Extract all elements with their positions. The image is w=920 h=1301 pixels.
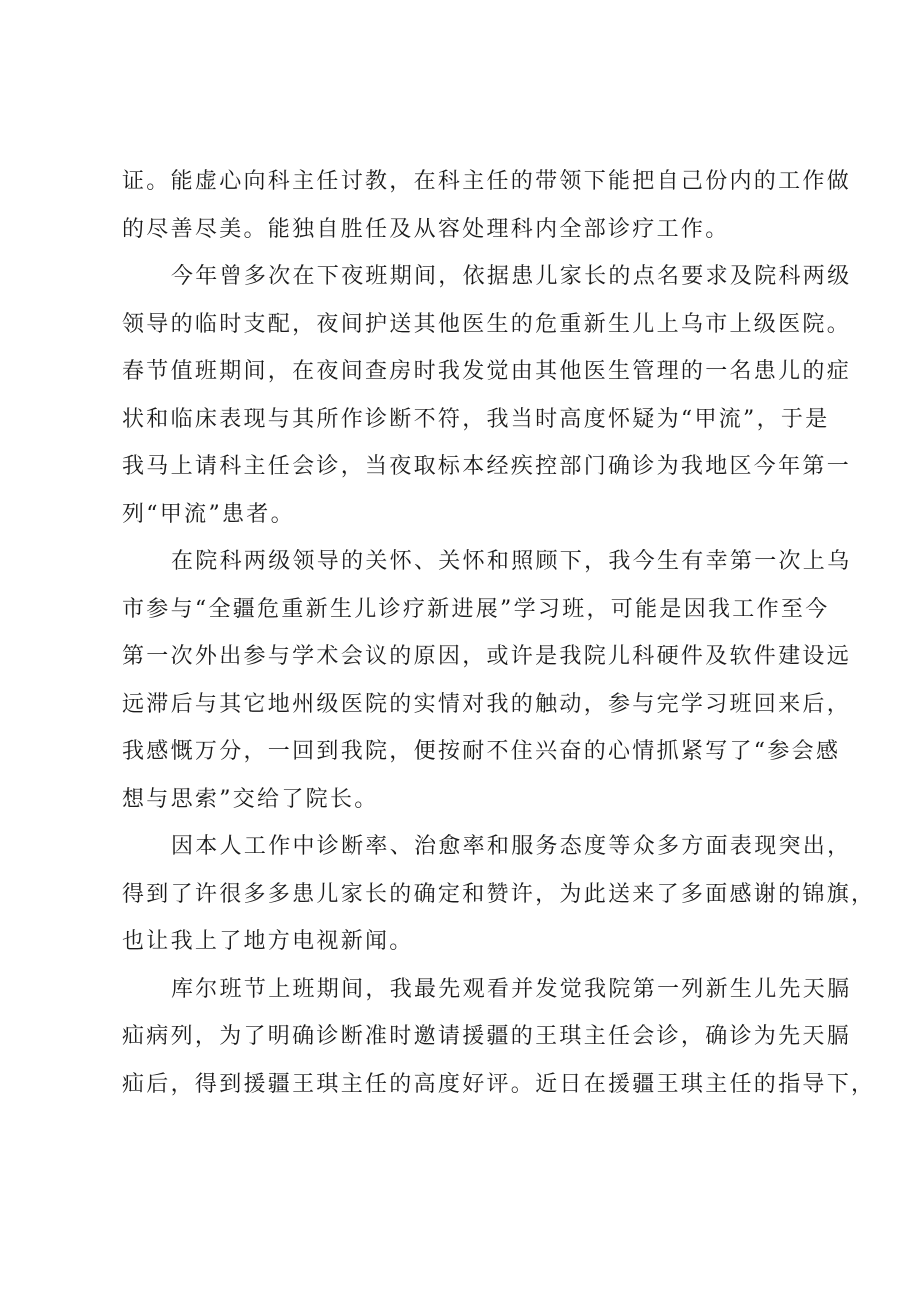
text-line: 列“甲流”患者。 [122, 501, 295, 527]
text-line: 第一次外出参与学术会议的原因，或许是我院儿科硬件及软件建设远 [122, 644, 852, 669]
text-line: 也让我上了地方电视新闻。 [122, 929, 414, 954]
paragraph-first-line: 在院科两级领导的关怀、关怀和照顾下，我今生有幸第一次上乌 [171, 549, 852, 574]
text-line: 证。能虚心向科主任讨教，在科主任的带领下能把自己份内的工作做 [122, 169, 852, 194]
text-line: 春节值班期间，在夜间查房时我发觉由其他医生管理的一名患儿的症 [122, 359, 852, 384]
text-line: 状和临床表现与其所作诊断不符，我当时高度怀疑为“甲流”，于是 [122, 406, 830, 432]
text-line: 我感慨万分，一回到我院，便按耐不住兴奋的心情抓紧写了“参会感 [122, 739, 841, 764]
text-line: 市参与“全疆危重新生儿诊疗新进展”学习班，可能是因我工作至今 [122, 596, 830, 622]
text-line: 领导的临时支配，夜间护送其他医生的危重新生儿上乌市上级医院。 [122, 311, 852, 337]
text-line: 的尽善尽美。能独自胜任及从容处理科内全部诊疗工作。 [122, 216, 730, 242]
document-body [122, 158, 876, 1108]
paragraph-first-line: 今年曾多次在下夜班期间，依据患儿家长的点名要求及院科两级 [171, 264, 852, 289]
text-line: 我马上请科主任会诊，当夜取标本经疾控部门确诊为我地区今年第一 [122, 454, 852, 479]
text-line: 远滞后与其它地州级医院的实情对我的触动，参与完学习班回来后， [122, 691, 852, 717]
text-line: 疝病列，为了明确诊断准时邀请援疆的王琪主任会诊，确诊为先天膈 [122, 1024, 852, 1049]
paragraph-first-line: 库尔班节上班期间，我最先观看并发觉我院第一列新生儿先天膈 [171, 976, 852, 1002]
text-line: 疝后，得到援疆王琪主任的高度好评。近日在援疆王琪主任的指导下， [122, 1071, 876, 1097]
text-line: 得到了许很多多患儿家长的确定和赞许，为此送来了多面感谢的锦旗， [122, 881, 876, 907]
paragraph-first-line: 因本人工作中诊断率、治愈率和服务态度等众多方面表现突出， [171, 834, 852, 859]
text-line: 想与思索”交给了院长。 [122, 786, 379, 812]
